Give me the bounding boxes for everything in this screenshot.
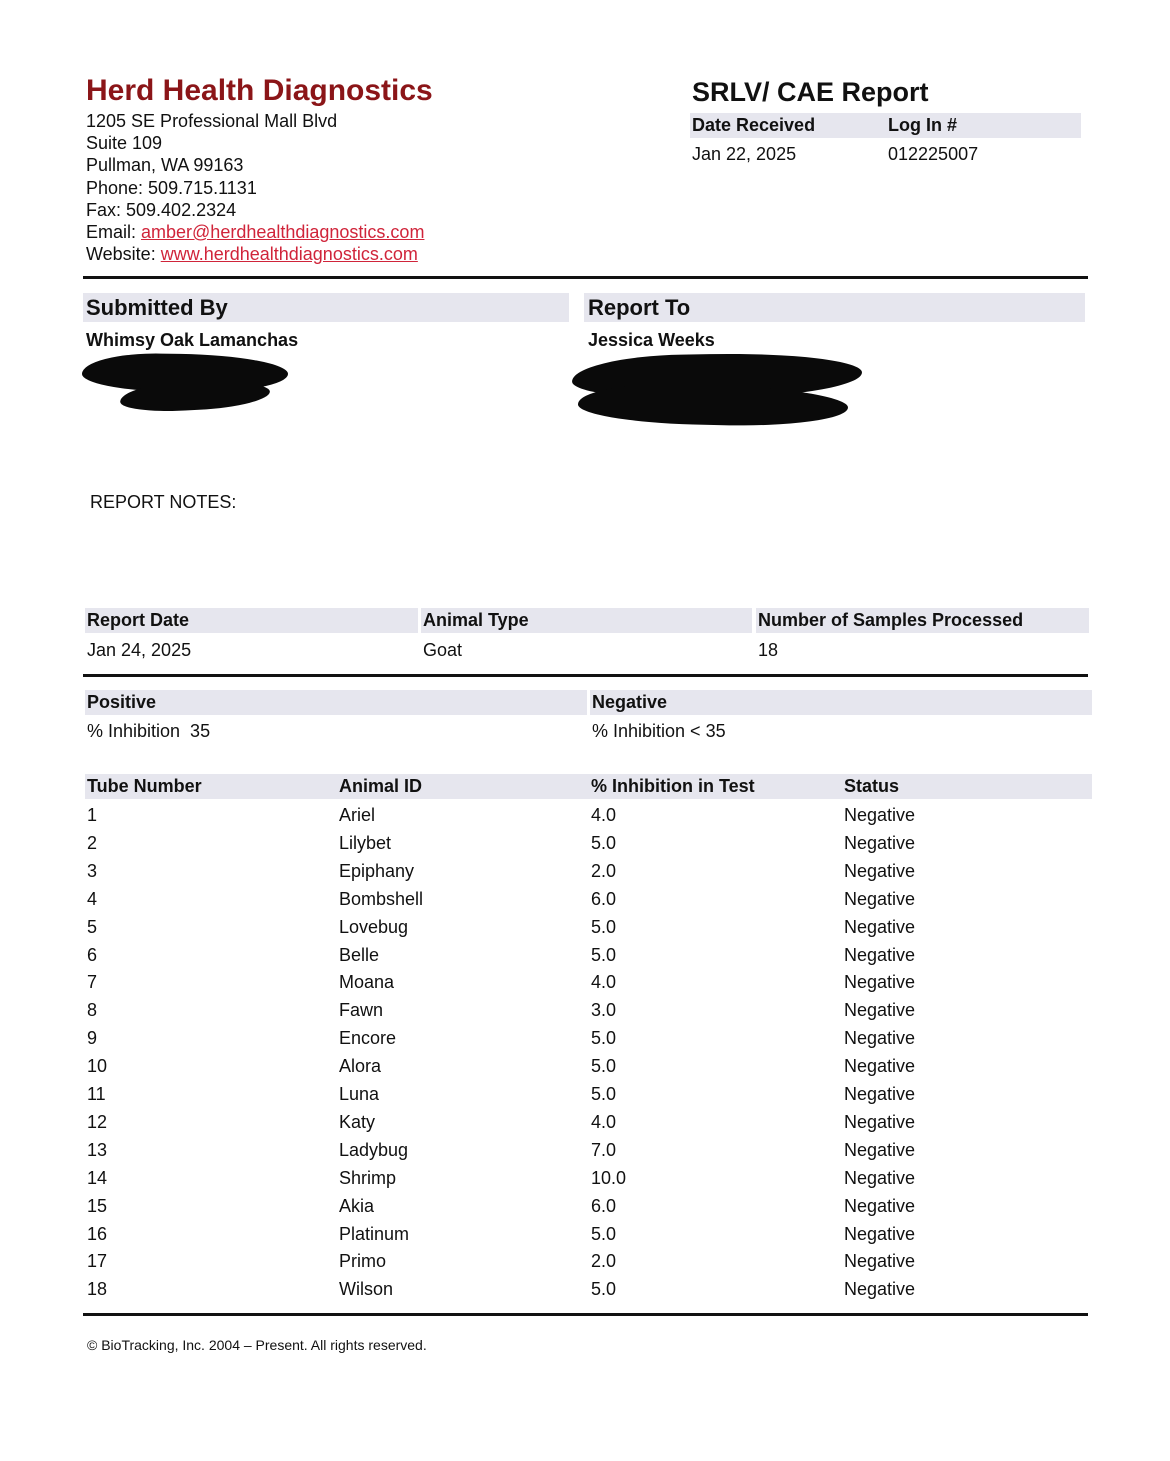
report-to-name: Jessica Weeks: [588, 330, 715, 350]
positive-criteria: % Inhibition 35: [87, 721, 211, 741]
table-row: [87, 1052, 1087, 1080]
status-cell: Negative: [844, 1223, 916, 1244]
table-row: [87, 913, 1087, 941]
inhibition-cell: 5.0: [591, 832, 617, 853]
copyright-footer: © BioTracking, Inc. 2004 – Present. All rights reserved.: [87, 1337, 427, 1353]
tube-number-cell: 18: [87, 1279, 108, 1300]
animal-id-cell: Bombshell: [339, 888, 424, 909]
tube-number-cell: 1: [87, 805, 98, 825]
inhibition-cell: 7.0: [591, 1139, 617, 1160]
column-header-status: Status: [844, 776, 900, 796]
animal-id-cell: Katy: [339, 1111, 376, 1132]
inhibition-cell: 5.0: [591, 1056, 617, 1077]
animal-id-cell: Primo: [339, 1251, 387, 1272]
table-row: [87, 1220, 1087, 1248]
table-row: [87, 1275, 1087, 1303]
tube-number-cell: 9: [87, 1028, 98, 1049]
animal-id-cell: Shrimp: [339, 1167, 397, 1188]
report-to-header: [584, 293, 1085, 322]
animal-id-cell: Ariel: [339, 805, 376, 825]
tube-number-cell: 6: [87, 944, 98, 965]
table-row: [87, 968, 1087, 996]
received-header-bar: [690, 113, 1081, 138]
animal-id-cell: Wilson: [339, 1279, 394, 1300]
negative-criteria: % Inhibition < 35: [592, 721, 726, 741]
table-row: [87, 801, 1087, 829]
address-line1: 1205 SE Professional Mall Blvd: [86, 111, 338, 131]
tube-number-cell: 16: [87, 1223, 108, 1244]
column-header-inhibition: % Inhibition in Test: [591, 776, 755, 796]
results-table-header: [85, 774, 1092, 799]
inhibition-cell: 4.0: [591, 1111, 617, 1132]
animal-id-cell: Platinum: [339, 1223, 410, 1244]
table-row: [87, 941, 1087, 969]
inhibition-cell: 3.0: [591, 1000, 617, 1021]
animal-id-cell: Epiphany: [339, 860, 415, 881]
inhibition-cell: 5.0: [591, 1084, 617, 1104]
inhibition-cell: 10.0: [591, 1167, 627, 1188]
tube-number-cell: 15: [87, 1195, 108, 1216]
website-link[interactable]: www.herdhealthdiagnostics.com: [160, 244, 418, 265]
report-date-label: Report Date: [87, 610, 190, 630]
table-row: [87, 1108, 1087, 1136]
fax: Fax: 509.402.2324: [86, 199, 237, 220]
status-cell: Negative: [844, 888, 916, 909]
log-in-label: Log In #: [888, 115, 957, 135]
inhibition-cell: 6.0: [591, 1195, 617, 1216]
lab-address-block: [86, 110, 424, 265]
status-cell: Negative: [844, 832, 916, 853]
animal-id-cell: Moana: [339, 972, 395, 993]
date-received-label: Date Received: [692, 115, 816, 135]
inhibition-cell: 5.0: [591, 916, 617, 937]
date-received-value: Jan 22, 2025: [692, 144, 797, 164]
status-cell: Negative: [844, 1139, 916, 1160]
positive-header: [85, 690, 587, 715]
table-row: [87, 1024, 1087, 1052]
report-title: SRLV/ CAE Report: [692, 77, 929, 107]
submitted-by-label: Submitted By: [86, 295, 228, 320]
table-row: [87, 1247, 1087, 1275]
tube-number-cell: 4: [87, 888, 98, 909]
report-date-value: Jan 24, 2025: [87, 640, 192, 660]
email-line: [86, 221, 424, 243]
email-link[interactable]: amber@herdhealthdiagnostics.com: [141, 222, 425, 243]
status-cell: Negative: [844, 1111, 916, 1132]
phone: Phone: 509.715.1131: [86, 177, 257, 198]
tube-number-cell: 12: [87, 1111, 108, 1132]
inhibition-cell: 6.0: [591, 888, 617, 909]
tube-number-cell: 7: [87, 972, 98, 993]
submitted-by-header: [83, 293, 569, 322]
negative-label: Negative: [592, 692, 668, 712]
status-cell: Negative: [844, 1251, 916, 1272]
tube-number-cell: 10: [87, 1056, 108, 1077]
divider-top: [83, 276, 1088, 279]
animal-type-label: Animal Type: [423, 610, 529, 630]
report-date-header: [85, 608, 418, 633]
status-cell: Negative: [844, 1195, 916, 1216]
status-cell: Negative: [844, 805, 916, 825]
table-row: [87, 1164, 1087, 1192]
inhibition-cell: 5.0: [591, 944, 617, 965]
table-row: [87, 996, 1087, 1024]
animal-id-cell: Ladybug: [339, 1139, 409, 1160]
tube-number-cell: 17: [87, 1251, 108, 1272]
inhibition-cell: 2.0: [591, 860, 617, 881]
status-cell: Negative: [844, 1167, 916, 1188]
report-to-label: Report To: [588, 295, 691, 320]
table-row: [87, 829, 1087, 857]
inhibition-cell: 4.0: [591, 972, 617, 993]
lab-name: Herd Health Diagnostics: [86, 74, 433, 107]
tube-number-cell: 11: [87, 1084, 106, 1104]
status-cell: Negative: [844, 1056, 916, 1077]
table-row: [87, 1192, 1087, 1220]
table-row: [87, 857, 1087, 885]
inhibition-cell: 5.0: [591, 1279, 617, 1300]
column-header-tube-number: Tube Number: [87, 776, 202, 796]
status-cell: Negative: [844, 944, 916, 965]
status-cell: Negative: [844, 860, 916, 881]
animal-id-cell: Lovebug: [339, 916, 409, 937]
status-cell: Negative: [844, 1279, 916, 1300]
animal-id-cell: Alora: [339, 1056, 382, 1077]
tube-number-cell: 14: [87, 1167, 108, 1188]
samples-value: 18: [758, 640, 779, 660]
animal-id-cell: Fawn: [339, 1000, 384, 1021]
samples-label: Number of Samples Processed: [758, 610, 1024, 630]
tube-number-cell: 5: [87, 916, 98, 937]
status-cell: Negative: [844, 972, 916, 993]
divider-bottom: [83, 1313, 1088, 1316]
status-cell: Negative: [844, 1084, 916, 1104]
inhibition-cell: 5.0: [591, 1028, 617, 1049]
samples-header: [756, 608, 1089, 633]
inhibition-cell: 4.0: [591, 805, 617, 825]
tube-number-cell: 3: [87, 860, 98, 881]
submitted-by-name: Whimsy Oak Lamanchas: [86, 330, 299, 350]
tube-number-cell: 13: [87, 1139, 108, 1160]
inhibition-cell: 2.0: [591, 1251, 617, 1272]
log-in-value: 012225007: [888, 144, 979, 164]
table-row: [87, 1136, 1087, 1164]
report-notes-label: REPORT NOTES:: [90, 492, 237, 512]
animal-type-header: [421, 608, 752, 633]
email-label: Email:: [86, 222, 142, 243]
positive-label: Positive: [87, 692, 157, 712]
animal-id-cell: Encore: [339, 1028, 397, 1049]
tube-number-cell: 8: [87, 1000, 98, 1021]
animal-id-cell: Lilybet: [339, 832, 392, 853]
column-header-animal-id: Animal ID: [339, 776, 423, 796]
address-line2: Suite 109: [86, 133, 163, 154]
status-cell: Negative: [844, 916, 916, 937]
animal-id-cell: Akia: [339, 1195, 375, 1216]
animal-id-cell: Luna: [339, 1084, 380, 1104]
animal-id-cell: Belle: [339, 944, 380, 965]
inhibition-cell: 5.0: [591, 1223, 617, 1244]
table-row: [87, 1080, 1087, 1108]
negative-header: [590, 690, 1092, 715]
website-label: Website:: [86, 244, 161, 265]
divider-middle: [83, 674, 1088, 677]
animal-type-value: Goat: [423, 640, 463, 660]
city-state-zip: Pullman, WA 99163: [86, 155, 244, 176]
status-cell: Negative: [844, 1028, 916, 1049]
website-line: [86, 243, 424, 265]
tube-number-cell: 2: [87, 832, 98, 853]
status-cell: Negative: [844, 1000, 916, 1021]
table-row: [87, 885, 1087, 913]
